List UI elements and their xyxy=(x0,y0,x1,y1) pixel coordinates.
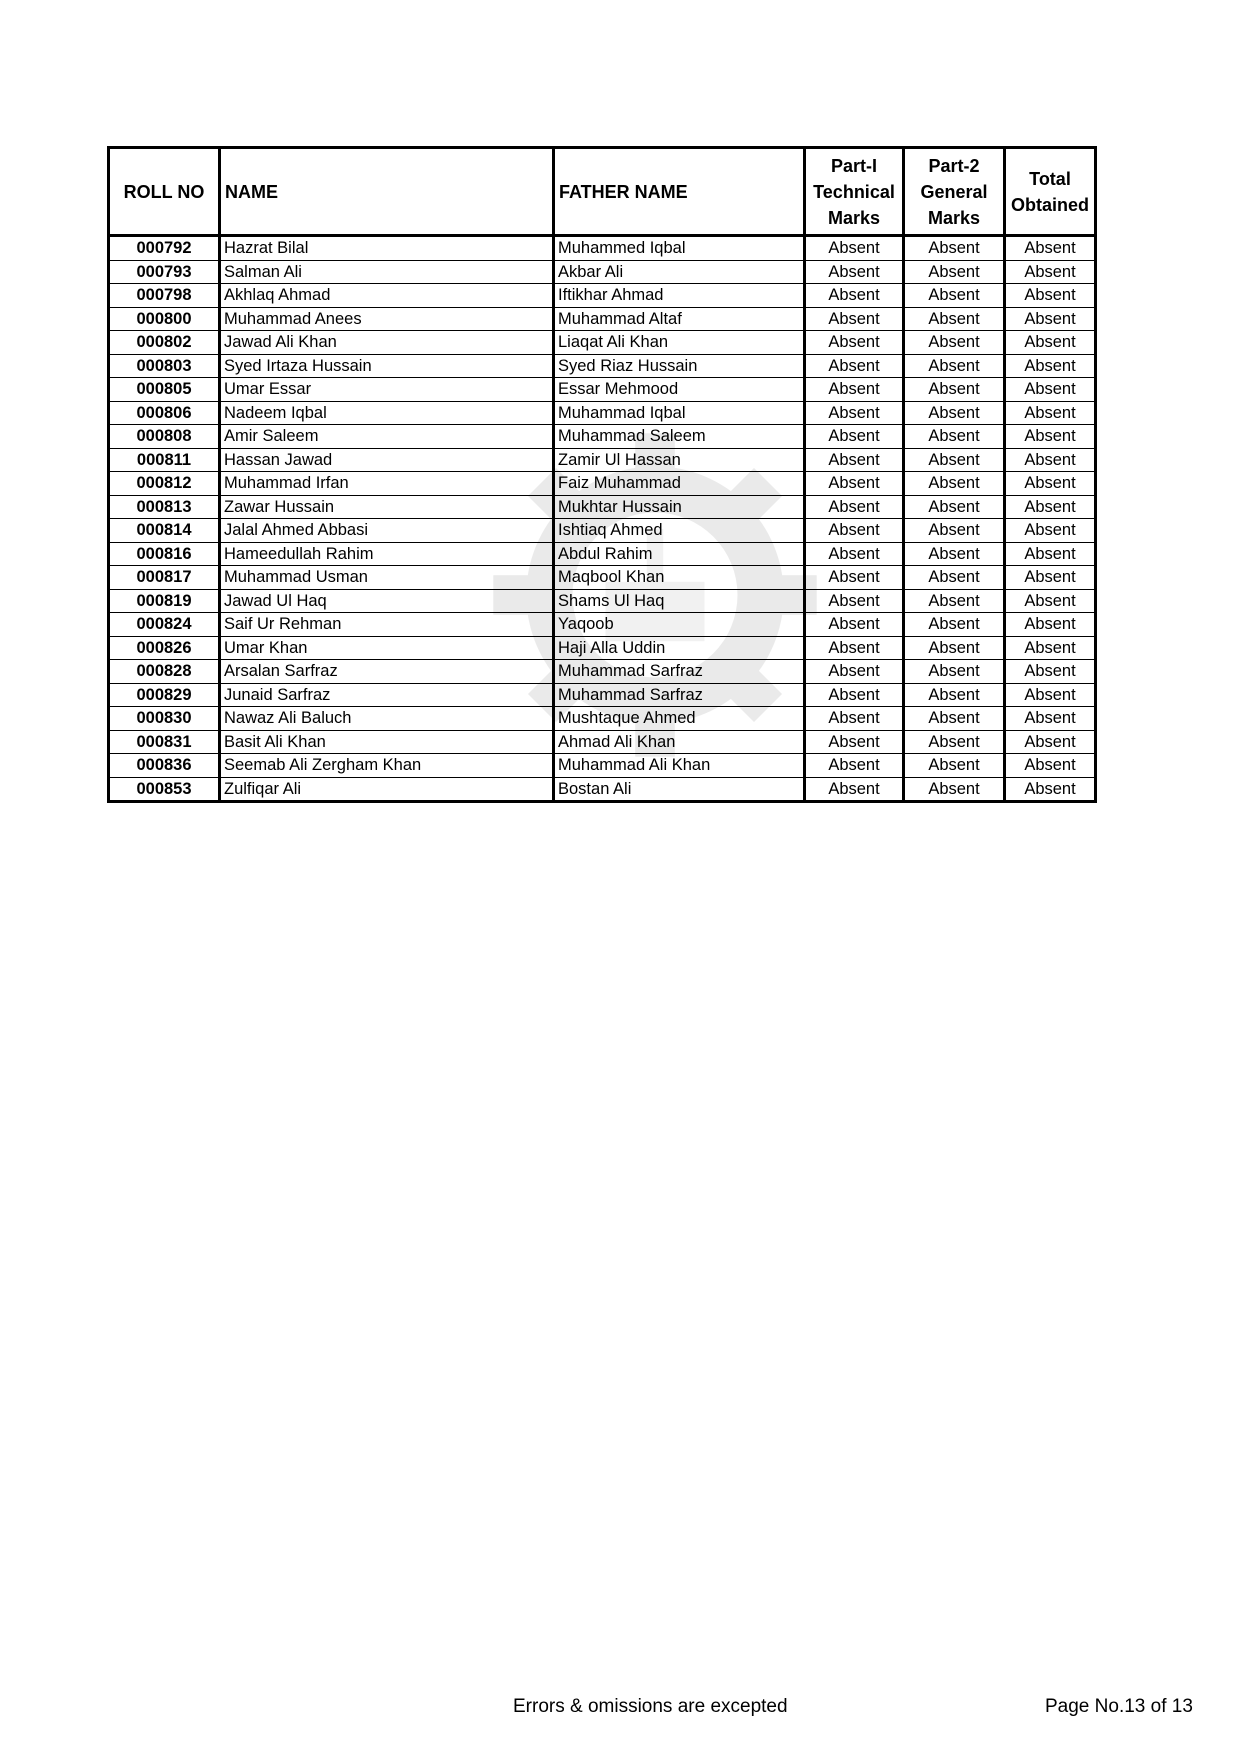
cell-roll-no: 000816 xyxy=(109,542,220,566)
table-row xyxy=(109,378,1096,402)
cell-name: Salman Ali xyxy=(220,260,554,284)
table-row xyxy=(109,683,1096,707)
cell-name: Nawaz Ali Baluch xyxy=(220,707,554,731)
cell-part2-marks: Absent xyxy=(904,307,1005,331)
cell-father-name: Faiz Muhammad xyxy=(554,472,805,496)
cell-roll-no: 000792 xyxy=(109,236,220,261)
table-row xyxy=(109,236,1096,261)
table-row xyxy=(109,307,1096,331)
cell-father-name: Muhammad Ali Khan xyxy=(554,754,805,778)
cell-total-obtained: Absent xyxy=(1005,542,1096,566)
cell-father-name: Muhammad Sarfraz xyxy=(554,683,805,707)
cell-part1-marks: Absent xyxy=(805,448,904,472)
cell-part2-marks: Absent xyxy=(904,354,1005,378)
table-row xyxy=(109,613,1096,637)
cell-father-name: Muhammad Altaf xyxy=(554,307,805,331)
cell-part2-marks: Absent xyxy=(904,730,1005,754)
cell-name: Umar Essar xyxy=(220,378,554,402)
cell-name: Arsalan Sarfraz xyxy=(220,660,554,684)
cell-total-obtained: Absent xyxy=(1005,448,1096,472)
cell-roll-no: 000836 xyxy=(109,754,220,778)
cell-part2-marks: Absent xyxy=(904,472,1005,496)
cell-part2-marks: Absent xyxy=(904,495,1005,519)
cell-name: Akhlaq Ahmad xyxy=(220,284,554,308)
cell-part1-marks: Absent xyxy=(805,331,904,355)
table-row xyxy=(109,354,1096,378)
cell-part1-marks: Absent xyxy=(805,566,904,590)
cell-total-obtained: Absent xyxy=(1005,425,1096,449)
cell-name: Hassan Jawad xyxy=(220,448,554,472)
cell-part2-marks: Absent xyxy=(904,284,1005,308)
cell-part2-marks: Absent xyxy=(904,519,1005,543)
table-row xyxy=(109,707,1096,731)
cell-father-name: Yaqoob xyxy=(554,613,805,637)
cell-total-obtained: Absent xyxy=(1005,707,1096,731)
cell-total-obtained: Absent xyxy=(1005,519,1096,543)
cell-part2-marks: Absent xyxy=(904,777,1005,802)
cell-name: Jalal Ahmed Abbasi xyxy=(220,519,554,543)
cell-roll-no: 000817 xyxy=(109,566,220,590)
cell-total-obtained: Absent xyxy=(1005,401,1096,425)
cell-part2-marks: Absent xyxy=(904,683,1005,707)
cell-father-name: Ishtiaq Ahmed xyxy=(554,519,805,543)
cell-part2-marks: Absent xyxy=(904,260,1005,284)
cell-father-name: Mushtaque Ahmed xyxy=(554,707,805,731)
cell-part1-marks: Absent xyxy=(805,754,904,778)
cell-part2-marks: Absent xyxy=(904,707,1005,731)
cell-father-name: Liaqat Ali Khan xyxy=(554,331,805,355)
cell-name: Jawad Ul Haq xyxy=(220,589,554,613)
cell-name: Nadeem Iqbal xyxy=(220,401,554,425)
table-row xyxy=(109,260,1096,284)
cell-father-name: Ahmad Ali Khan xyxy=(554,730,805,754)
cell-father-name: Mukhtar Hussain xyxy=(554,495,805,519)
cell-roll-no: 000826 xyxy=(109,636,220,660)
cell-total-obtained: Absent xyxy=(1005,730,1096,754)
cell-roll-no: 000831 xyxy=(109,730,220,754)
table-header-row xyxy=(109,148,1096,236)
table-row xyxy=(109,730,1096,754)
cell-total-obtained: Absent xyxy=(1005,589,1096,613)
cell-total-obtained: Absent xyxy=(1005,660,1096,684)
cell-part1-marks: Absent xyxy=(805,683,904,707)
cell-total-obtained: Absent xyxy=(1005,331,1096,355)
cell-part1-marks: Absent xyxy=(805,284,904,308)
cell-part2-marks: Absent xyxy=(904,331,1005,355)
cell-name: Zawar Hussain xyxy=(220,495,554,519)
header-roll-no: ROLL NO xyxy=(109,148,220,236)
cell-name: Muhammad Anees xyxy=(220,307,554,331)
cell-part2-marks: Absent xyxy=(904,566,1005,590)
cell-father-name: Haji Alla Uddin xyxy=(554,636,805,660)
cell-part1-marks: Absent xyxy=(805,613,904,637)
header-name: NAME xyxy=(220,148,554,236)
footer-disclaimer: Errors & omissions are excepted xyxy=(513,1696,788,1717)
cell-total-obtained: Absent xyxy=(1005,284,1096,308)
cell-part2-marks: Absent xyxy=(904,636,1005,660)
cell-name: Amir Saleem xyxy=(220,425,554,449)
cell-part1-marks: Absent xyxy=(805,660,904,684)
cell-part1-marks: Absent xyxy=(805,636,904,660)
cell-father-name: Abdul Rahim xyxy=(554,542,805,566)
cell-roll-no: 000814 xyxy=(109,519,220,543)
cell-part1-marks: Absent xyxy=(805,378,904,402)
cell-roll-no: 000800 xyxy=(109,307,220,331)
cell-part1-marks: Absent xyxy=(805,236,904,261)
cell-roll-no: 000806 xyxy=(109,401,220,425)
cell-part1-marks: Absent xyxy=(805,472,904,496)
cell-roll-no: 000812 xyxy=(109,472,220,496)
table-row xyxy=(109,519,1096,543)
table-row xyxy=(109,660,1096,684)
cell-roll-no: 000853 xyxy=(109,777,220,802)
cell-father-name: Maqbool Khan xyxy=(554,566,805,590)
cell-part1-marks: Absent xyxy=(805,730,904,754)
table-row xyxy=(109,331,1096,355)
table-row xyxy=(109,777,1096,802)
cell-roll-no: 000828 xyxy=(109,660,220,684)
cell-part1-marks: Absent xyxy=(805,519,904,543)
cell-name: Syed Irtaza Hussain xyxy=(220,354,554,378)
cell-total-obtained: Absent xyxy=(1005,683,1096,707)
cell-roll-no: 000811 xyxy=(109,448,220,472)
cell-part1-marks: Absent xyxy=(805,589,904,613)
cell-roll-no: 000813 xyxy=(109,495,220,519)
table-row xyxy=(109,401,1096,425)
cell-name: Jawad Ali Khan xyxy=(220,331,554,355)
table-row xyxy=(109,448,1096,472)
cell-part2-marks: Absent xyxy=(904,660,1005,684)
cell-name: Seemab Ali Zergham Khan xyxy=(220,754,554,778)
cell-part2-marks: Absent xyxy=(904,589,1005,613)
cell-roll-no: 000793 xyxy=(109,260,220,284)
cell-part1-marks: Absent xyxy=(805,307,904,331)
cell-roll-no: 000802 xyxy=(109,331,220,355)
cell-name: Hazrat Bilal xyxy=(220,236,554,261)
cell-total-obtained: Absent xyxy=(1005,236,1096,261)
cell-part2-marks: Absent xyxy=(904,613,1005,637)
results-table xyxy=(107,146,1097,803)
cell-part1-marks: Absent xyxy=(805,777,904,802)
cell-part2-marks: Absent xyxy=(904,448,1005,472)
cell-father-name: Bostan Ali xyxy=(554,777,805,802)
table-row xyxy=(109,542,1096,566)
cell-part2-marks: Absent xyxy=(904,378,1005,402)
cell-father-name: Muhammad Saleem xyxy=(554,425,805,449)
cell-father-name: Iftikhar Ahmad xyxy=(554,284,805,308)
cell-father-name: Shams Ul Haq xyxy=(554,589,805,613)
cell-name: Muhammad Usman xyxy=(220,566,554,590)
cell-roll-no: 000824 xyxy=(109,613,220,637)
cell-total-obtained: Absent xyxy=(1005,777,1096,802)
cell-father-name: Muhammad Iqbal xyxy=(554,401,805,425)
table-row xyxy=(109,284,1096,308)
cell-name: Saif Ur Rehman xyxy=(220,613,554,637)
cell-total-obtained: Absent xyxy=(1005,495,1096,519)
cell-total-obtained: Absent xyxy=(1005,260,1096,284)
cell-part2-marks: Absent xyxy=(904,401,1005,425)
cell-name: Junaid Sarfraz xyxy=(220,683,554,707)
cell-name: Muhammad Irfan xyxy=(220,472,554,496)
header-part2-general-marks: Part-2 General Marks xyxy=(904,148,1005,236)
page-number: Page No.13 of 13 xyxy=(1045,1696,1193,1717)
cell-part2-marks: Absent xyxy=(904,542,1005,566)
cell-name: Basit Ali Khan xyxy=(220,730,554,754)
cell-part1-marks: Absent xyxy=(805,542,904,566)
cell-father-name: Zamir Ul Hassan xyxy=(554,448,805,472)
cell-father-name: Syed Riaz Hussain xyxy=(554,354,805,378)
table-row xyxy=(109,472,1096,496)
cell-roll-no: 000803 xyxy=(109,354,220,378)
cell-part1-marks: Absent xyxy=(805,707,904,731)
cell-part1-marks: Absent xyxy=(805,495,904,519)
cell-father-name: Muhammad Sarfraz xyxy=(554,660,805,684)
header-father-name: FATHER NAME xyxy=(554,148,805,236)
cell-part1-marks: Absent xyxy=(805,260,904,284)
cell-total-obtained: Absent xyxy=(1005,307,1096,331)
cell-roll-no: 000829 xyxy=(109,683,220,707)
cell-father-name: Muhammed Iqbal xyxy=(554,236,805,261)
cell-total-obtained: Absent xyxy=(1005,354,1096,378)
cell-roll-no: 000830 xyxy=(109,707,220,731)
table-row xyxy=(109,754,1096,778)
cell-total-obtained: Absent xyxy=(1005,378,1096,402)
cell-part2-marks: Absent xyxy=(904,425,1005,449)
table-row xyxy=(109,589,1096,613)
cell-part1-marks: Absent xyxy=(805,425,904,449)
table-row xyxy=(109,425,1096,449)
cell-part2-marks: Absent xyxy=(904,754,1005,778)
cell-total-obtained: Absent xyxy=(1005,472,1096,496)
header-part1-technical-marks: Part-I Technical Marks xyxy=(805,148,904,236)
cell-father-name: Essar Mehmood xyxy=(554,378,805,402)
cell-part1-marks: Absent xyxy=(805,354,904,378)
table-row xyxy=(109,566,1096,590)
cell-roll-no: 000805 xyxy=(109,378,220,402)
cell-roll-no: 000798 xyxy=(109,284,220,308)
cell-roll-no: 000819 xyxy=(109,589,220,613)
cell-total-obtained: Absent xyxy=(1005,613,1096,637)
cell-total-obtained: Absent xyxy=(1005,636,1096,660)
cell-name: Zulfiqar Ali xyxy=(220,777,554,802)
cell-total-obtained: Absent xyxy=(1005,566,1096,590)
cell-name: Umar Khan xyxy=(220,636,554,660)
cell-part1-marks: Absent xyxy=(805,401,904,425)
header-total-obtained: Total Obtained xyxy=(1005,148,1096,236)
cell-roll-no: 000808 xyxy=(109,425,220,449)
table-row xyxy=(109,636,1096,660)
table-row xyxy=(109,495,1096,519)
cell-part2-marks: Absent xyxy=(904,236,1005,261)
cell-name: Hameedullah Rahim xyxy=(220,542,554,566)
cell-father-name: Akbar Ali xyxy=(554,260,805,284)
cell-total-obtained: Absent xyxy=(1005,754,1096,778)
